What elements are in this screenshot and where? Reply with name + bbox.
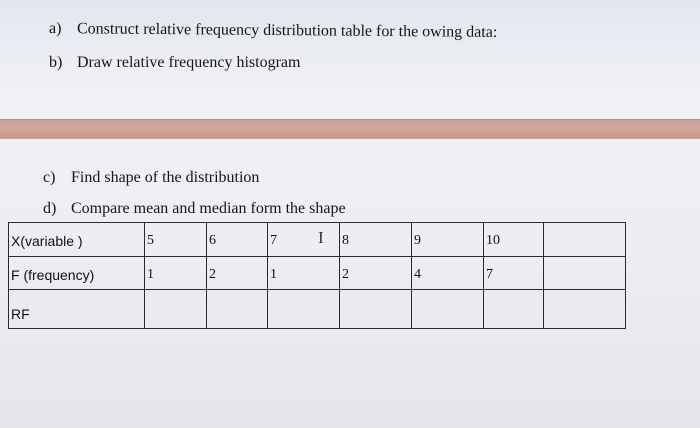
table-cell [544, 290, 626, 329]
text-cursor-icon: I [318, 228, 324, 247]
table-cell: X(variable ) [9, 223, 145, 257]
table-row-frequency [9, 257, 626, 290]
page-divider [0, 119, 700, 139]
question-d-text: Compare mean and median form the shape [71, 200, 346, 217]
table-cell: RF [9, 290, 145, 329]
table-cell: 8 [340, 223, 412, 257]
question-b-text: Draw relative frequency histogram [77, 54, 301, 71]
table-cell: 4 [412, 257, 484, 290]
frequency-table [8, 222, 626, 329]
table-cell: 10 [484, 223, 544, 257]
table-cell: 6 [207, 223, 268, 257]
table-cell: 9 [412, 223, 484, 257]
question-b [49, 54, 300, 72]
table-cell: 1 [145, 257, 207, 290]
question-d-label: d) [43, 200, 57, 217]
table-cell: F (frequency) [9, 257, 145, 290]
table-cell [268, 290, 340, 329]
table-cell: 2 [207, 257, 268, 290]
question-b-label: b) [49, 54, 63, 71]
table-cell [412, 290, 484, 329]
question-a-text: Construct relative frequency distribution table for the owing data: [76, 20, 498, 41]
table-cell [207, 290, 268, 329]
question-c-text: Find shape of the distribution [71, 169, 260, 186]
table-row-rf [9, 290, 626, 329]
question-a-label: a) [48, 20, 62, 38]
table-cell: 7 [268, 223, 340, 257]
table-cell [145, 290, 207, 329]
question-c-label: c) [43, 169, 56, 186]
table-row-variable [9, 223, 626, 257]
question-d [43, 200, 346, 218]
table-cell [484, 290, 544, 329]
question-c [43, 169, 259, 187]
table-cell [544, 257, 626, 290]
table-cell: 7 [484, 257, 544, 290]
table-cell [544, 223, 626, 257]
table-cell [340, 290, 412, 329]
table-cell: 5 [145, 223, 207, 257]
table-cell: 1 [268, 257, 340, 290]
table-cell: 2 [340, 257, 412, 290]
